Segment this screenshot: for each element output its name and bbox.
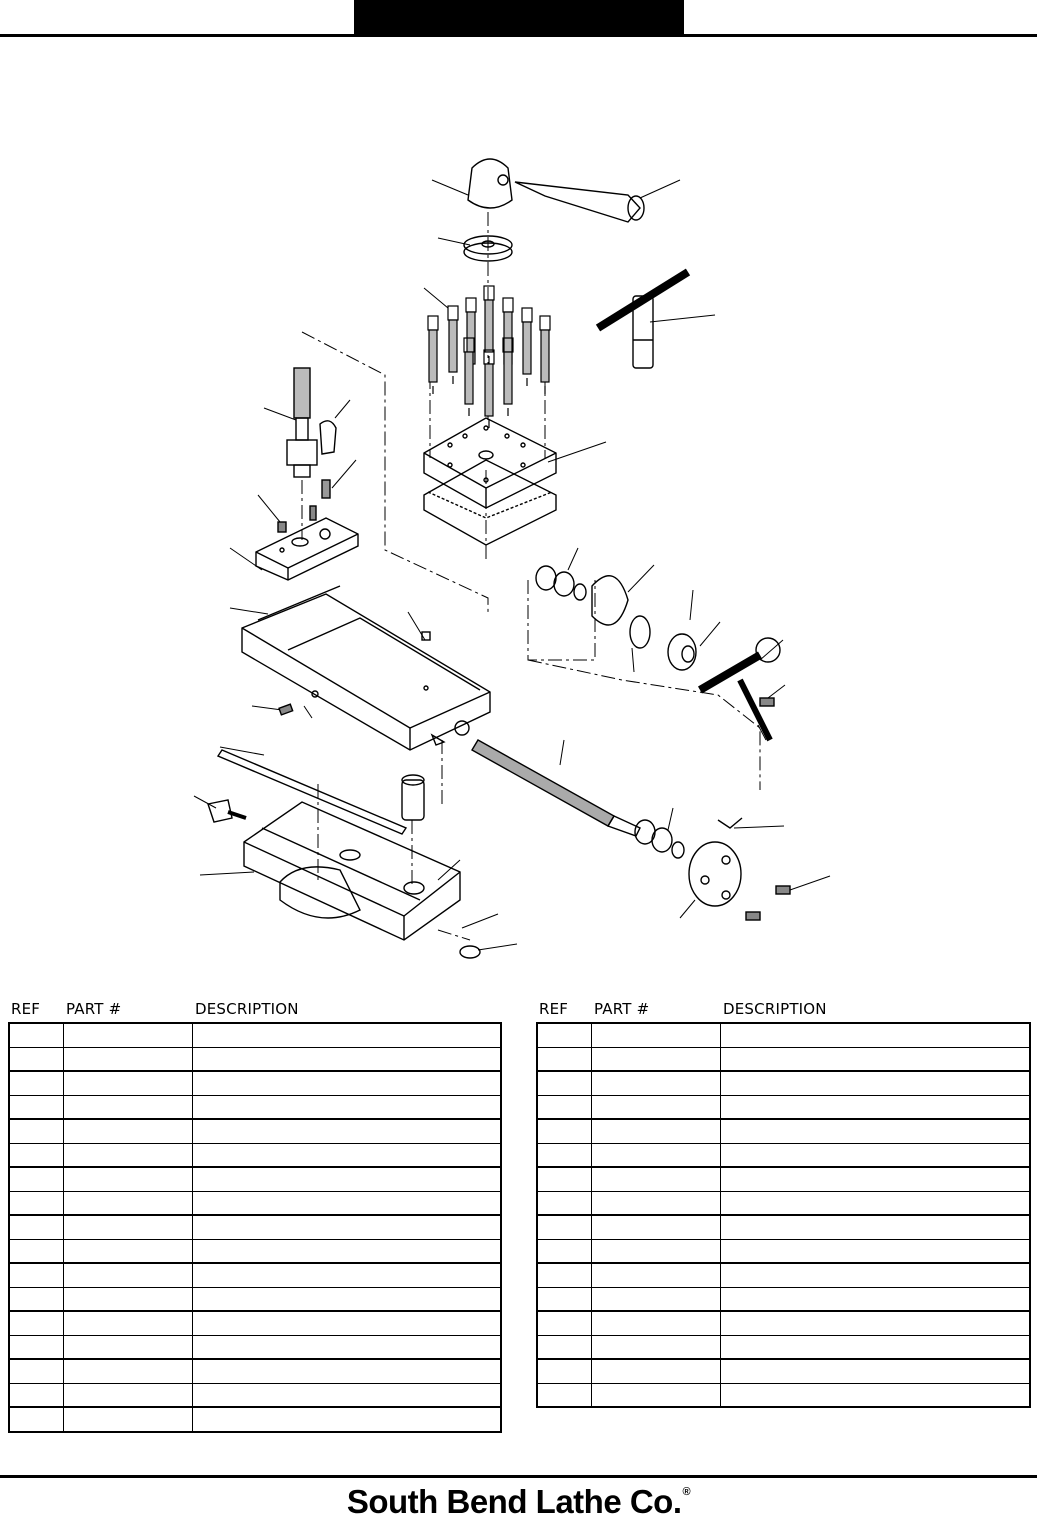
table-row [537,1239,1030,1263]
description-cell [192,1311,501,1335]
description-cell [720,1095,1030,1119]
assembly-centerlines [302,212,760,940]
description-cell [720,1143,1030,1167]
footer-rule [0,1475,1037,1478]
description-cell [192,1359,501,1383]
ref-cell [537,1239,591,1263]
cap-screw [208,800,246,822]
part-number-cell [63,1239,192,1263]
part-number-cell [63,1119,192,1143]
part-number-cell [591,1335,720,1359]
description-cell [720,1263,1030,1287]
parts-list-header [8,1000,502,1022]
compound-swivel-base [244,802,460,940]
part-number-cell [591,1383,720,1407]
table-row [537,1143,1030,1167]
part-number-cell [591,1215,720,1239]
ref-cell [9,1119,63,1143]
compound-lead-screw [472,740,640,836]
adjusting-screw [279,704,293,715]
col-desc-header: DESCRIPTION [195,1000,299,1018]
description-cell [192,1263,501,1287]
ref-cell [9,1215,63,1239]
table-row [9,1215,501,1239]
description-cell [720,1287,1030,1311]
handle-screw [760,698,774,706]
ref-cell [9,1239,63,1263]
table-row [537,1071,1030,1095]
table-row [9,1167,501,1191]
description-cell [192,1191,501,1215]
part-number-cell [63,1047,192,1071]
part-number-cell [63,1287,192,1311]
table-row [9,1287,501,1311]
description-cell [720,1311,1030,1335]
gib-strip [218,750,406,834]
tool-post-bolts [0,140,550,428]
ref-cell [9,1359,63,1383]
parts-table [8,1022,502,1433]
part-number-cell [63,1095,192,1119]
table-row [9,1119,501,1143]
exploded-parts-diagram [0,140,1037,980]
part-number-cell [63,1023,192,1047]
description-cell [720,1239,1030,1263]
tool-post-block [424,418,556,545]
ref-cell [9,1095,63,1119]
col-part-header: PART # [594,1000,650,1018]
table-row [9,1311,501,1335]
header-section-tab [354,0,684,37]
table-row [9,1407,501,1432]
table-row [9,1095,501,1119]
description-cell [720,1119,1030,1143]
ref-cell [9,1287,63,1311]
table-row [537,1047,1030,1071]
brand-name: South Bend Lathe Co. [346,1483,682,1520]
top-slide-plate [256,506,358,580]
description-cell [720,1071,1030,1095]
parts-list-left [8,1000,502,1433]
table-row [537,1215,1030,1239]
ref-cell [537,1215,591,1239]
ref-cell [537,1191,591,1215]
part-number-cell [591,1311,720,1335]
t-wrench [598,272,688,368]
part-number-cell [63,1383,192,1407]
description-cell [720,1383,1030,1407]
part-number-cell [591,1047,720,1071]
table-row [9,1263,501,1287]
compound-slide-body [242,586,490,750]
ref-cell [537,1095,591,1119]
ref-cell [9,1071,63,1095]
description-cell [192,1047,501,1071]
part-number-cell [63,1407,192,1432]
table-row [9,1143,501,1167]
table-row [537,1119,1030,1143]
description-cell [720,1335,1030,1359]
tool-post-stud [287,368,317,477]
description-cell [720,1215,1030,1239]
description-cell [720,1167,1030,1191]
part-number-cell [63,1191,192,1215]
ref-cell [9,1167,63,1191]
part-number-cell [591,1071,720,1095]
description-cell [720,1359,1030,1383]
ref-cell [9,1407,63,1432]
part-number-cell [63,1071,192,1095]
table-row [537,1263,1030,1287]
col-ref-header: REF [539,1000,569,1018]
ref-cell [9,1263,63,1287]
table-row [537,1023,1030,1047]
table-row [537,1383,1030,1407]
description-cell [192,1383,501,1407]
table-row [537,1191,1030,1215]
description-cell [192,1335,501,1359]
part-number-cell [591,1143,720,1167]
table-row [537,1287,1030,1311]
part-number-cell [63,1335,192,1359]
description-cell [192,1023,501,1047]
description-cell [720,1023,1030,1047]
description-cell [192,1095,501,1119]
ref-cell [537,1167,591,1191]
slotted-screw [460,946,480,958]
col-ref-header: REF [11,1000,41,1018]
table-row [9,1383,501,1407]
col-part-header: PART # [66,1000,122,1018]
ref-cell [9,1143,63,1167]
part-number-cell [591,1239,720,1263]
table-row [537,1311,1030,1335]
description-cell [720,1191,1030,1215]
parts-table [536,1022,1031,1408]
tool-post-handle-knob [468,159,512,208]
ref-cell [537,1359,591,1383]
col-desc-header: DESCRIPTION [723,1000,827,1018]
ref-cell [537,1335,591,1359]
description-cell [192,1143,501,1167]
table-row [9,1239,501,1263]
part-number-cell [591,1263,720,1287]
set-screw [322,480,330,498]
ref-cell [537,1263,591,1287]
part-number-cell [591,1191,720,1215]
ref-cell [537,1071,591,1095]
part-number-cell [63,1143,192,1167]
table-row [537,1095,1030,1119]
part-number-cell [591,1119,720,1143]
handle-lever [515,182,644,222]
ref-cell [9,1311,63,1335]
description-cell [192,1167,501,1191]
table-row [537,1359,1030,1383]
bearing-dial-assembly-lower [635,818,790,920]
table-row [9,1023,501,1047]
ref-cell [537,1383,591,1407]
description-cell [192,1287,501,1311]
gib-key [320,421,336,454]
ref-cell [537,1047,591,1071]
part-number-cell [63,1359,192,1383]
ref-cell [537,1119,591,1143]
ref-cell [9,1383,63,1407]
parts-list-right [536,1000,1031,1408]
parts-list-header [536,1000,1031,1022]
callout-leaders [194,180,830,950]
ref-cell [9,1047,63,1071]
part-number-cell [63,1311,192,1335]
description-cell [192,1239,501,1263]
part-number-cell [591,1095,720,1119]
bearing-dial-assembly-upper [536,566,696,670]
description-cell [192,1407,501,1432]
table-row [9,1191,501,1215]
part-number-cell [591,1167,720,1191]
description-cell [192,1215,501,1239]
table-row [9,1047,501,1071]
brand-logo [0,1483,1037,1521]
ref-cell [537,1023,591,1047]
ref-cell [537,1287,591,1311]
ref-cell [537,1311,591,1335]
description-cell [720,1047,1030,1071]
table-row [9,1335,501,1359]
table-row [537,1167,1030,1191]
part-number-cell [63,1215,192,1239]
table-row [9,1359,501,1383]
ref-cell [537,1143,591,1167]
ref-cell [9,1023,63,1047]
part-number-cell [63,1167,192,1191]
part-number-cell [591,1359,720,1383]
pivot-pin [402,775,424,820]
description-cell [192,1119,501,1143]
registered-mark: ® [682,1486,691,1498]
part-number-cell [63,1263,192,1287]
part-number-cell [591,1287,720,1311]
table-row [537,1335,1030,1359]
description-cell [192,1071,501,1095]
ref-cell [9,1335,63,1359]
part-number-cell [591,1023,720,1047]
ref-cell [9,1191,63,1215]
table-row [9,1071,501,1095]
